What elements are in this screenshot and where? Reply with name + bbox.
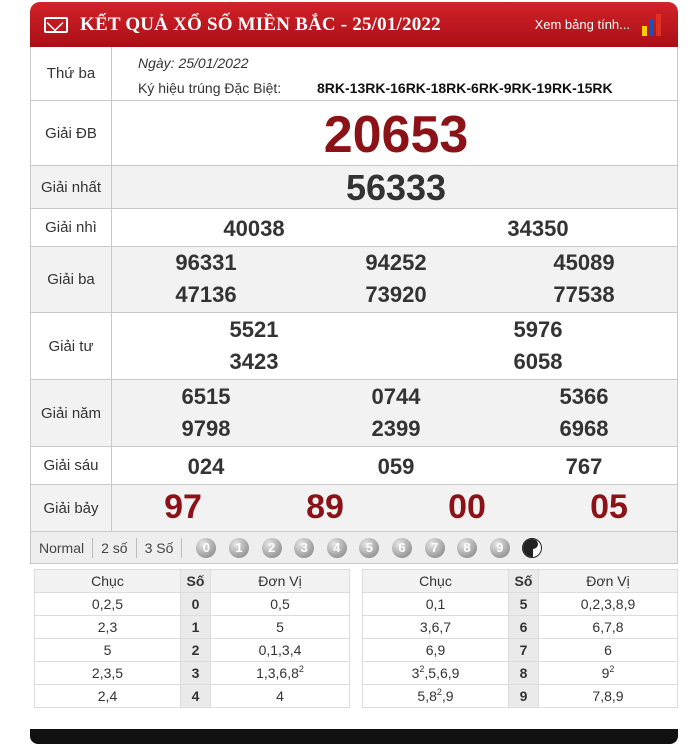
header-bar bbox=[30, 2, 678, 47]
table-row: 6,9 7 6 bbox=[363, 639, 678, 662]
table-row: 2,3,5 3 1,3,6,8$^2$ bbox=[35, 662, 350, 685]
prize-row-g5 bbox=[31, 380, 677, 447]
prize-row-g6 bbox=[31, 447, 677, 485]
info-row bbox=[31, 47, 677, 101]
mail-icon bbox=[44, 17, 68, 33]
prize-number: 94252 bbox=[365, 250, 427, 275]
digit-8-button[interactable]: 8 bbox=[457, 538, 477, 558]
prize-label: Giải năm bbox=[31, 380, 112, 446]
prize-row-db bbox=[31, 101, 677, 166]
digit-2-button[interactable]: 2 bbox=[262, 538, 282, 558]
prize-number: 0744 bbox=[371, 384, 421, 409]
prize-number: 05 bbox=[590, 488, 628, 526]
prize-number: 47136 bbox=[175, 282, 237, 307]
table-row: 2,4 4 4 bbox=[35, 685, 350, 708]
draw-date: Ngày: 25/01/2022 bbox=[138, 55, 249, 71]
prize-number: 6968 bbox=[559, 416, 609, 441]
prize-number: 059 bbox=[377, 454, 415, 479]
prize-row-g3 bbox=[31, 247, 677, 313]
prize-number: 89 bbox=[306, 488, 344, 526]
filter-2so-button[interactable]: 2 số bbox=[93, 538, 136, 558]
stats-table-left bbox=[34, 569, 350, 708]
digit-3-button[interactable]: 3 bbox=[294, 538, 314, 558]
special-code-label: Ký hiệu trúng Đặc Biệt: bbox=[138, 80, 282, 96]
prize-number: 5976 bbox=[513, 317, 563, 342]
prize-number: 73920 bbox=[365, 282, 427, 307]
table-row: $3^2,5,6,9$ 8 $9^2$ bbox=[363, 662, 678, 685]
page-title: KẾT QUẢ XỔ SỐ MIỀN BẮC - 25/01/2022 bbox=[80, 13, 441, 35]
loto-stats bbox=[30, 564, 678, 708]
filter-normal-button[interactable]: Normal bbox=[31, 538, 93, 558]
digit-9-button[interactable]: 9 bbox=[490, 538, 510, 558]
prize-number: 5366 bbox=[559, 384, 609, 409]
prize-number: 3423 bbox=[229, 349, 279, 374]
col-header-chuc: Chục bbox=[35, 570, 181, 593]
digit-5-button[interactable]: 5 bbox=[359, 538, 379, 558]
panel-footer bbox=[30, 729, 678, 744]
table-row: 2,3 1 5 bbox=[35, 616, 350, 639]
prize-label: Giải nhất bbox=[31, 166, 112, 208]
prize-number: 9798 bbox=[181, 416, 231, 441]
digit-0-button[interactable]: 0 bbox=[196, 538, 216, 558]
view-table-link[interactable]: Xem bảng tính... bbox=[534, 17, 630, 32]
stats-table-right bbox=[362, 569, 678, 708]
prize-row-g4 bbox=[31, 313, 677, 380]
prize-label: Giải ba bbox=[31, 247, 112, 312]
digit-1-button[interactable]: 1 bbox=[229, 538, 249, 558]
col-header-donvi: Đơn Vị bbox=[539, 570, 678, 593]
digit-4-button[interactable]: 4 bbox=[327, 538, 347, 558]
table-row: 0,1 5 0,2,3,8,9 bbox=[363, 593, 678, 616]
prize-number: 40038 bbox=[223, 216, 285, 241]
col-header-so: Số bbox=[181, 570, 211, 593]
digit-7-button[interactable]: 7 bbox=[425, 538, 445, 558]
table-row: 5 2 0,1,3,4 bbox=[35, 639, 350, 662]
weekday-label: Thứ ba bbox=[31, 47, 112, 100]
results-panel bbox=[30, 2, 678, 744]
col-header-donvi: Đơn Vị bbox=[211, 570, 350, 593]
prize-number: 96331 bbox=[175, 250, 237, 275]
prize-label: Giải bảy bbox=[31, 485, 112, 531]
prize-number: 97 bbox=[164, 488, 202, 526]
filter-3so-button[interactable]: 3 Số bbox=[137, 538, 183, 558]
prize-number: 6515 bbox=[181, 384, 231, 409]
prize-number: 6058 bbox=[513, 349, 563, 374]
prize-number: 767 bbox=[565, 454, 603, 479]
digit-6-button[interactable]: 6 bbox=[392, 538, 412, 558]
prize-row-g7 bbox=[31, 485, 677, 532]
prize-number: 5521 bbox=[229, 317, 279, 342]
yin-yang-icon[interactable] bbox=[522, 538, 542, 558]
col-header-chuc: Chục bbox=[363, 570, 509, 593]
prize-label: Giải tư bbox=[31, 313, 112, 379]
special-code: 8RK-13RK-16RK-18RK-6RK-9RK-19RK-15RK bbox=[317, 80, 613, 96]
prize-number: 00 bbox=[448, 488, 486, 526]
prize-row-g1 bbox=[31, 166, 677, 209]
prize-number: 56333 bbox=[345, 167, 447, 208]
prize-number: 34350 bbox=[507, 216, 569, 241]
digit-highlighter bbox=[196, 538, 542, 558]
prize-row-g2 bbox=[31, 209, 677, 247]
bar-chart-icon[interactable] bbox=[640, 14, 664, 36]
prize-label: Giải sáu bbox=[31, 447, 112, 484]
prize-label: Giải nhì bbox=[31, 209, 112, 246]
table-row: $5,8^2,9$ 9 7,8,9 bbox=[363, 685, 678, 708]
table-row: 0,2,5 0 0,5 bbox=[35, 593, 350, 616]
prize-number: 2399 bbox=[371, 416, 421, 441]
prize-number: 20653 bbox=[323, 106, 469, 164]
prize-number: 77538 bbox=[553, 282, 615, 307]
col-header-so: Số bbox=[509, 570, 539, 593]
filter-bar bbox=[30, 532, 678, 564]
prize-label: Giải ĐB bbox=[31, 101, 112, 165]
table-row: 3,6,7 6 6,7,8 bbox=[363, 616, 678, 639]
prize-number: 024 bbox=[187, 454, 225, 479]
prize-number: 45089 bbox=[553, 250, 615, 275]
prize-table bbox=[30, 47, 678, 532]
